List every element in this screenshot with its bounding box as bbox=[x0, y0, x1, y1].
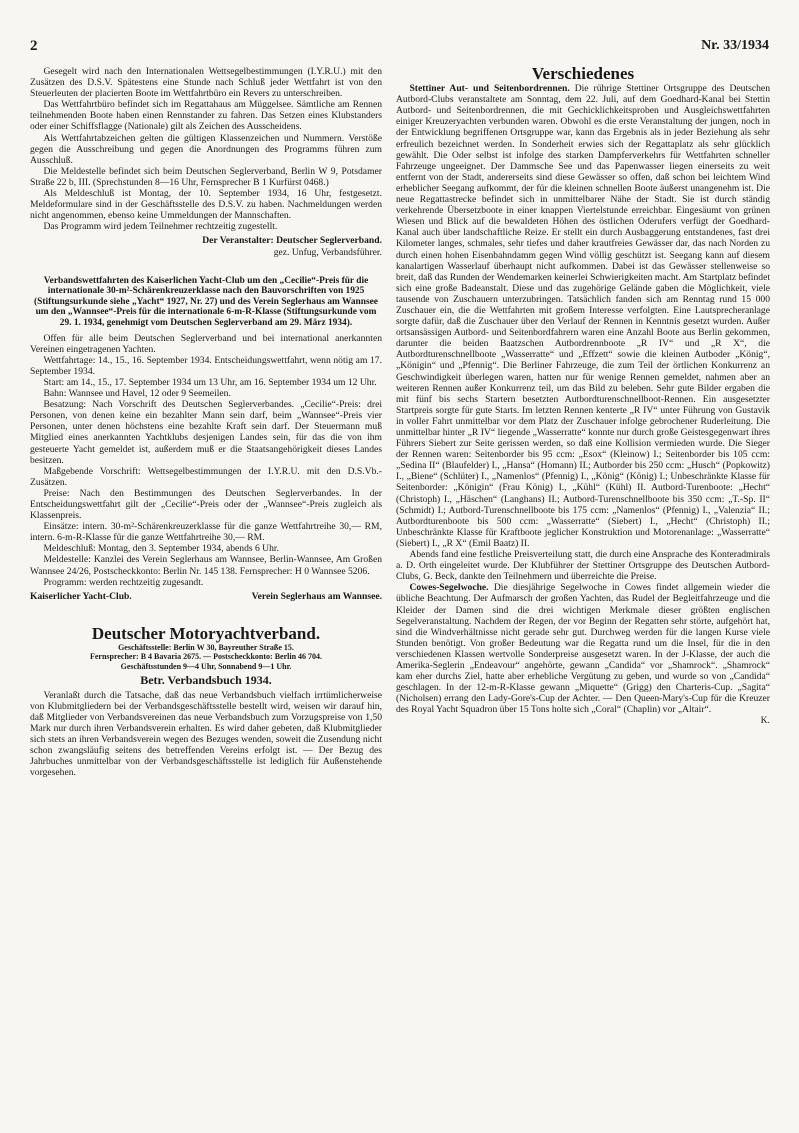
paragraph: Maßgebende Vorschrift: Wettsegelbestimmungen der I.Y.R.U. mit den D.S.Vb.-Zusätzen. bbox=[30, 465, 382, 488]
club-signature-left: Kaiserlicher Yacht-Club. bbox=[30, 590, 132, 602]
paragraph: Programm: werden rechtzeitig zugesandt. bbox=[43, 576, 204, 588]
paragraph: Preise: Nach den Bestimmungen des Deutschen Seglerverbandes. In der Entscheidungswettfahrt gilt der „Cecilie“-Preis oder der „Wannsee“-Preis zugleich als Klassenpreis. bbox=[30, 487, 382, 522]
section-title-verschiedenes: Verschiedenes bbox=[531, 64, 635, 83]
lead-stettin: Stettiner Aut- und Seitenbordrennen. bbox=[409, 83, 570, 95]
paragraph: Gesegelt wird nach den Internationalen Wettsegelbestimmungen (I.Y.R.U.) mit den Zusätzen des D.S.V. Spätestens eine Stunde nach Schluß jeder Wettfahrt ist von den Steuerleuten der placierten Boote im Wettfahrtbüro ein Revers zu unterschreiben. bbox=[30, 66, 382, 100]
paragraph: Als Meldeschluß ist Montag, der 10. September 1934, 16 Uhr, festgesetzt. Meldeformulare sind in der Geschäftsstelle des D.S.V. zu haben. Nachmeldungen werden nicht angenommen, ebenso keine Ummeldungen der Mannschaften. bbox=[30, 188, 382, 222]
left-column bbox=[30, 66, 382, 778]
address-line: Fernsprecher: B 4 Bavaria 2675. — Postscheckkonto: Berlin 46 704. bbox=[89, 652, 323, 662]
right-column bbox=[396, 66, 770, 727]
organizer-signature: Der Veranstalter: Deutscher Seglerverband. bbox=[202, 235, 382, 247]
paragraph: Wettfahrtage: 14., 15., 16. September 1934. Entscheidungswettfahrt, wenn nötig am 17. September 1934. bbox=[30, 354, 382, 377]
paragraph: Einsätze: intern. 30-m²-Schärenkreuzerklasse für die ganze Wettfahrtreihe 30,— RM, intern. 6-m-R-Klasse für die ganze Wettfahrtreihe 30,— RM. bbox=[30, 521, 382, 544]
paragraph: Als Wettfahrtabzeichen gelten die gültigen Klassenzeichen und Nummern. Verstöße gegen die Ausschreibung und gegen die Anordnungen des Programms führen zum Ausschluß. bbox=[30, 132, 382, 166]
paragraph: Meldestelle: Kanzlei des Verein Seglerhaus am Wannsee, Berlin-Wannsee, Am Großen Wannsee 24/26, Postscheckkonto: Berlin Nr. 145 138. Fernsprecher: H 0 Wannsee 5206. bbox=[30, 554, 382, 577]
author-initial: K. bbox=[760, 715, 770, 727]
body-cowes: Die diesjährige Segelwoche in Cowes findet allgemein wieder die übliche Beachtung. Der Aufmarsch der großen Yachten, das Rudel der Begleitfahrzeuge und die Kleider der Damen sind die drei wichtigen Merkmale dieser größten englischen Segelveranstaltung. Nachdem der Regen, der vor Beginn der Regatten sehr störte, aufgehört hat, sind die Windverhältnisse nicht gerade sehr gut. Durchweg werden für die langen Kurse viele Stunden benötigt. Von großer Bedeutung war die Regatta rund um die Insel, für die in den verschiedenen Klassen wertvolle Sonderpreise ausgesetzt waren. In der J-Klasse, der auch die Amerika-Seglerin „Endeavour“ angehörte, gewann „Candida“ vor „Shamrock“. „Shamrock“ kam eher durchs Ziel, hatte aber erhebliche Vergütung zu geben, und wurde so von „Candida“ geschlagen. In der 12-m-R-Klasse gewann „Miquette“ (Grigg) den Charteris-Cup. „Sagita“ (Nicholsen) errang den Lady-Gore's-Cup der Achter. — Den Queen-Mary's-Cup für die Kreuzer des Royal Yacht Squadron über 15 Tons holte sich „Coral“ (Chaplin) vor „Altair“. bbox=[396, 582, 770, 716]
paragraph: Das Programm wird jedem Teilnehmer rechtzeitig zugestellt. bbox=[43, 221, 278, 233]
address-line: Geschäftsstunden 9—4 Uhr, Sonnabend 9—1 Uhr. bbox=[120, 661, 292, 671]
race-notice-heading: Verbandswettfahrten des Kaiserlichen Yacht-Club um den „Cecilie“-Preis für die internationale 30-m²-Schärenkreuzerklasse nach den Bauvorschriften von 1925 (Stiftungsurkunde siehe „Yacht“ 1927, Nr. 27) und des Verein Seglerhaus am Wannsee um den „Wannsee“-Preis für die internationale 6-m-R-Klasse (Stiftungsurkunde vom 29. 1. 1934, genehmigt vom Deutschen Seglerverband am 29. März 1934). bbox=[34, 275, 378, 328]
organizer-signature-name: gez. Unfug, Verbandsführer. bbox=[273, 246, 382, 258]
paragraph: Offen für alle beim Deutschen Seglerverband und bei international anerkannten Vereinen eingetragenen Yachten. bbox=[30, 332, 382, 355]
subheading-verbandsbuch: Betr. Verbandsbuch 1934. bbox=[140, 673, 272, 688]
paragraph: Bahn: Wannsee und Havel, 12 oder 9 Seemeilen. bbox=[43, 388, 231, 400]
issue-number: Nr. 33/1934 bbox=[701, 38, 769, 53]
club-signature-right: Verein Seglerhaus am Wannsee. bbox=[251, 590, 382, 602]
paragraph: Meldeschluß: Montag, den 3. September 1934, abends 6 Uhr. bbox=[43, 543, 279, 555]
paragraph: Besatzung: Nach Vorschrift des Deutschen Seglerverbandes. „Cecilie“-Preis: drei Personen, von denen keine ein bezahlter Mann sein darf, beim „Wannsee“-Preis vier Personen, unter denen höchstens eine bezahlte Kraft sein darf. Der Steuermann muß Mitglied eines anerkannten Yachtklubs desjenigen Landes sein, für das die von ihm gesteuerte Yacht gemeldet ist, außerdem muß er die Staatsangehörigkeit dieses Landes besitzen. bbox=[30, 399, 382, 466]
paragraph: Veranlaßt durch die Tatsache, daß das neue Verbandsbuch vielfach irrtümlicherweise von Klubmitgliedern bei der Verbandsgeschäftsstelle bestellt wird, weisen wir darauf hin, daß Mitglieder von Verbandsvereinen das neue Verbandsbuch zum Vorzugspreise von 1,50 Mark nur durch ihren Verbandsverein erhalten. Es wird daher gebeten, daß Klubmitglieder sich stets an ihren Verbandsverein wegen des Bezuges wenden, soweit die Zusendung nicht schon zwangsläufig seitens des betreffenden Vereins erfolgt ist. — Der Bezug des Jahrbuches unmittelbar von der Verbandsgeschäftsstelle ist lediglich für Außenstehende vorgesehen. bbox=[30, 689, 382, 779]
paragraph-stettin bbox=[396, 83, 770, 549]
address-line: Geschäftsstelle: Berlin W 30, Bayreuther Straße 15. bbox=[118, 642, 294, 652]
paragraph: Die Meldestelle befindet sich beim Deutschen Seglerverband, Berlin W 9, Potsdamer Straße 22 b, III. (Sprechstunden 8—16 Uhr, Fernsprecher B 1 Kurfürst 0468.) bbox=[30, 165, 382, 188]
club-signatures bbox=[30, 591, 382, 602]
paragraph: Das Wettfahrtbüro befindet sich im Regattahaus am Müggelsee. Sämtliche am Rennen teilnehmenden Boote haben einen Rennstander zu fahren. Das Setzen eines Klubstanders oder einer Schiffsflagge (Nationale) gilt als Zeichen des Ausscheidens. bbox=[30, 99, 382, 133]
paragraph: Abends fand eine festliche Preisverteilung statt, die durch eine Ansprache des Konteradmirals a. D. Orth eingeleitet wurde. Der Klubführer der Stettiner Ortsgruppe des Deutschen Autbord-Clubs, G. Beck, dankte den Teilnehmern und überreichte die Preise. bbox=[396, 549, 770, 583]
page-number: 2 bbox=[30, 38, 38, 54]
paragraph: Start: am 14., 15., 17. September 1934 um 13 Uhr, am 16. September 1934 um 12 Uhr. bbox=[43, 376, 377, 388]
body-stettin: Die rührige Stettiner Ortsgruppe des Deutschen Autbord-Clubs veranstaltete am Sonntag, dem 22. Juli, auf dem Goedhard-Kanal bei Stettin Autbord- und Seitenbordrennen, die mit Gechicklichkeitsproben und Ausgleichswettfahrten einiger Kreuzeryachten verbunden waren. Obwohl es die erste Veranstaltung der jungen, noch in der Entwicklung begriffenen Ortsgruppe war, kann das Ergebnis als in jeder Beziehung als sehr erfreulich bezeichnet werden. In Sonderheit erwies sich der Regattaplatz als sehr glücklich gewählt. Die Oder selbst ist infolge des starken Dampferverkehrs für Wettfahrten schneller Fahrzeuge ungeeignet. Der Dammsche See und das Papenwasser liegen einerseits zu weit entfernt von der Stadt, andererseits sind diese Gewässer so offen, daß schon bei leichtem Wind erheblicher Seegang aufkommt, der für die kleinen schnellen Boote äußerst unangenehm ist. Die neue Regattastrecke befindet sich in unmittelbarer Nähe der Stadt. Sie ist durch ständig verkehrende Übersetzboote in einer knappen Viertelstunde erreichbar. Eingesäumt von grünen Wiesen und Blick auf die bewaldeten Höhen des östlichen Oderufers verfügt der Goedhard-Kanal auch über landschaftliche Reize. Er stellt ein durch Ausbaggerung entstandenes, fast drei Kilometer langes, schmales, sehr tiefes und daher krautfreies Gewässer dar, das nach Norden zu durch einen hohen Eisenbahndamm gegen Wind völlig geschützt ist. Seegang kann auf diesem kanalartigen Wasserlauf überhaupt nicht aufkommen. Dabei ist das Gewässer stellenweise so breit, daß das Runden der Wendemarken keinerlei Schwierigkeiten macht. Am Startplatz befindet sich eine große Badeanstalt. Diese und das zugehörige Gelände gaben die Möglichkeit, viele tausende von Zuschauern unterzubringen. Tatsächlich fanden sich am Renntag rund 15 000 Zuschauer ein, die die Wettfahrten mit großem Interesse verfolgten. Eine Lautsprecheranlage sorgte dafür, daß die Zuschauer über den Verlauf der Rennen in Kenntnis gesetzt wurden. Außer ortsansässigen Autbord- und Seitenbordfahrern waren eine Anzahl Boote aus Berlin gekommen, darunter die beiden Baatzschen Autbordrennboote „R IV“ und „R X“, die Autbordturenschnellboote „Wasserratte“ und „Effzett“ sowie die kleinen Autboder „König“, „Königin“ und „Pfennig“. Die Berliner Fahrzeuge, die zum Teil der örtlichen Konkurrenz an Geschwindigkeit überlegen waren, hatten nur für wenige Rennen gemeldet, nahmen aber an weiteren Rennen außer Konkurrenz teil, um das Bild zu beleben. Sehr gute Bilder ergaben die mit fünf bis sechs Startern besetzten Autbordturenschnellboot-Rennen. Ein ausgesetzter Startpreis sorgte für gute Starts. Im letzten Rennen kenterte „R IV“ unter Führung von Gustavik in voller Fahrt unmittelbar vor dem Platz der Zuschauer infolge gebrochener Ruderleitung. Die unmittelbar hinter „R IV“ liegende „Wasserratte“ konnte nur durch große Geistesgegenwart ihres Führers Siebert zur Seite gerissen werden, so daß eine Kollision vermieden wurde. Die Sieger der Rennen waren: Seitenborder bis 95 ccm: „Esox“ (Kleinow) I.; Seitenborder bis 105 ccm: „Sedina II“ (Blaufelder) I., „Hansa“ (Homann) II.; Autborder bis 250 ccm: „Husch“ (Popkowitz) I., „Biene“ (Schlüter) I., „Namenlos“ (Pfennig) I., „König“ (König) I.; Unbeschränkte Klasse für Seitenborder: „Königin“ (Frau König) I., „Kühl“ (Kühl) II. Autbord-Turenboote: „Hecht“ (Christoph) I., „Häschen“ (Langhans) II.; Autbord-Turenschnellboote bis 350 ccm: „T.-Sp. II“ (Schmidt) I.; Autbord-Turenschnellboote bis 175 ccm: „Namenlos“ (Pfennig) I., „Valenzia“ II.; Autbordturenboote bis 500 ccm: „Wasserratte“ (Siebert) I., „Hecht“ (Christoph) II.; Unbeschränkte Klasse für Kraftboote jeglicher Konstruktion und Motorenanlage: „Wasserratte“ (Siebert) I., „R X“ (Emil Baatz) II. bbox=[396, 83, 770, 549]
lead-cowes: Cowes-Segelwoche. bbox=[409, 582, 489, 594]
paragraph-cowes bbox=[396, 582, 770, 715]
section-title-motoryacht: Deutscher Motoryachtverband. bbox=[91, 623, 321, 643]
